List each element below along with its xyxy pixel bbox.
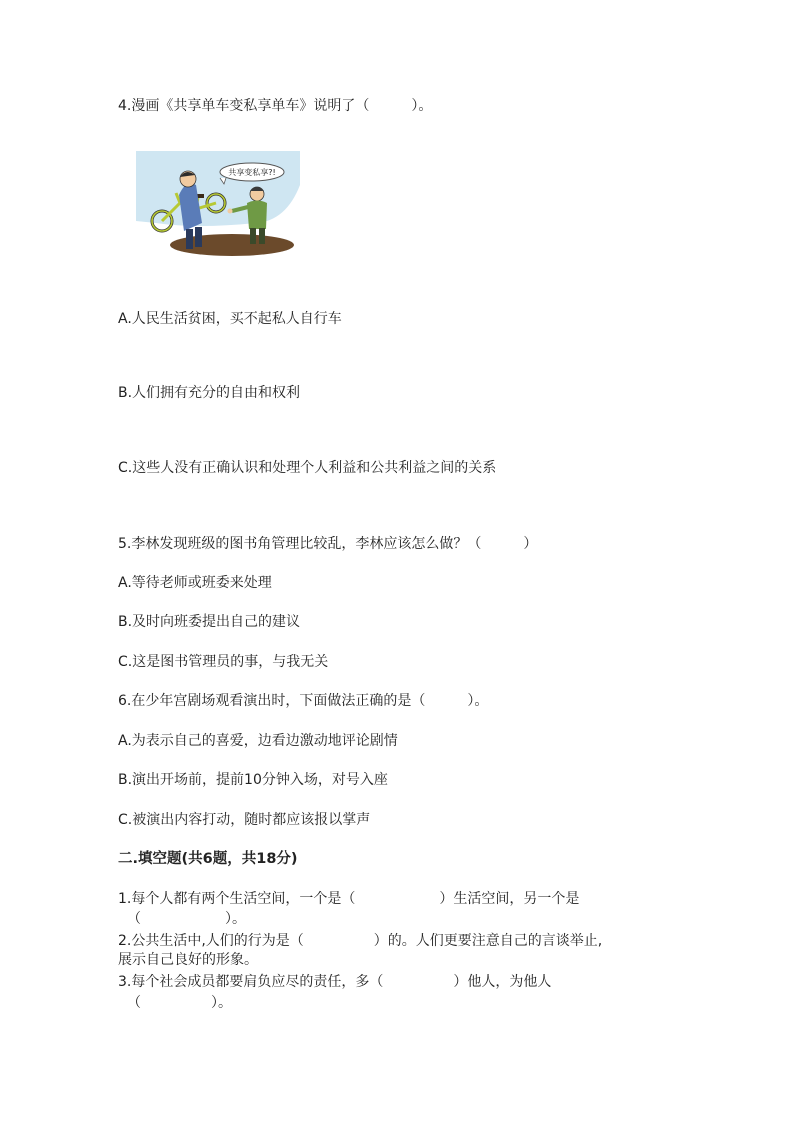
fill-blank-1-line-2: （ ）。 [127,911,246,927]
question-6-stem: 6.在少年宫剧场观看演出时，下面做法正确的是（ ）。 [118,693,489,709]
question-6-option-c: C.被演出内容打动，随时都应该报以掌声 [118,812,371,828]
cartoon-bubble-text: 共享变私享?! [228,168,276,177]
question-4-option-b: B.人们拥有充分的自由和权利 [118,385,301,401]
fill-blank-1-line-1: 1.每个人都有两个生活空间，一个是（ ）生活空间，另一个是 [118,891,580,907]
question-5-option-c: C.这是图书管理员的事，与我无关 [118,654,329,670]
question-4-option-c: C.这些人没有正确认识和处理个人利益和公共利益之间的关系 [118,460,497,476]
question-5-stem: 5.李林发现班级的图书角管理比较乱，李林应该怎么做？（ ） [118,536,538,552]
fill-blank-3-line-1: 3.每个社会成员都要肩负应尽的责任，多（ ）他人，为他人 [118,974,552,990]
fill-blank-2-line-1: 2.公共生活中,人们的行为是（ ）的。人们更要注意自己的言谈举止, [118,933,603,949]
question-6-option-a: A.为表示自己的喜爱，边看边激动地评论剧情 [118,733,398,749]
question-4-stem: 4.漫画《共享单车变私享单车》说明了（ ）。 [118,98,433,114]
fill-blank-3-line-2: （ ）。 [127,995,232,1011]
question-5-option-b: B.及时向班委提出自己的建议 [118,614,301,630]
shared-bike-cartoon [136,151,300,259]
question-6-option-b: B.演出开场前，提前10分钟入场，对号入座 [118,772,388,788]
question-5-option-a: A.等待老师或班委来处理 [118,575,272,591]
section-2-heading: 二.填空题(共6题，共18分) [118,851,298,867]
fill-blank-2-line-2: 展示自己良好的形象。 [118,952,258,968]
question-4-option-a: A.人民生活贫困，买不起私人自行车 [118,311,342,327]
